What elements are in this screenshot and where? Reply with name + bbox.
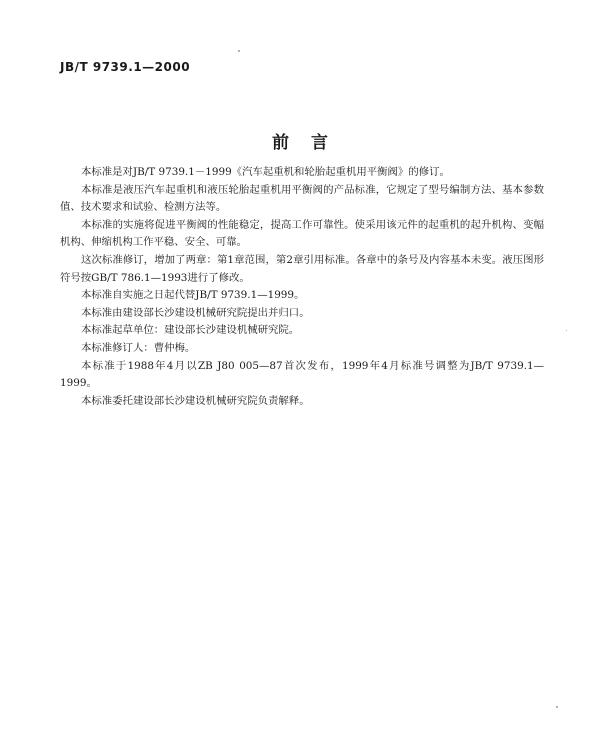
- scan-speck: [238, 50, 240, 52]
- scan-speck: [566, 330, 567, 331]
- paragraph-revision-of: 本标准是对JB/T 9739.1－1999《汽车起重机和轮胎起重机用平衡阀》的修订。: [81, 166, 450, 178]
- foreword-body: [60, 164, 544, 410]
- paragraph-interpretation: 本标准委托建设部长沙建设机械研究院负责解释。: [81, 394, 310, 407]
- paragraph-reviser: 本标准修订人：曹仲梅。: [81, 341, 196, 354]
- paragraph-proposed-by: 本标准由建设部长沙建设机械研究院提出并归口。: [81, 306, 310, 319]
- paragraph-first-published: 本标准于1988年4月以ZB J80 005—87首次发布，1999年4月标准号调整为JB/T 9739.1—1999。: [60, 359, 544, 390]
- paragraph-product-standard: 本标准是液压汽车起重机和液压轮胎起重机用平衡阀的产品标准，它规定了型号编制方法、基本参数值、技术要求和试验、检测方法等。: [60, 183, 544, 214]
- paragraph-revision-changes: 这次标准修订，增加了两章：第1章范围，第2章引用标准。各章中的条号及内容基本未变。液压图形符号按GB/T 786.1—1993进行了修改。: [60, 253, 544, 284]
- paragraph-implementation-benefit: 本标准的实施将促进平衡阀的性能稳定，提高工作可靠性。使采用该元件的起重机的起升机构、变幅机构、伸缩机构工作平稳、安全、可靠。: [60, 218, 544, 249]
- standard-code-header: JB/T 9739.1—2000: [60, 60, 191, 74]
- page-title: 前言: [272, 133, 350, 153]
- paragraph-replaces: 本标准自实施之日起代替JB/T 9739.1—1999。: [81, 289, 305, 302]
- paragraph-drafting-unit: 本标准起草单位：建设部长沙建设机械研究院。: [81, 324, 300, 337]
- scan-speck: [556, 706, 558, 708]
